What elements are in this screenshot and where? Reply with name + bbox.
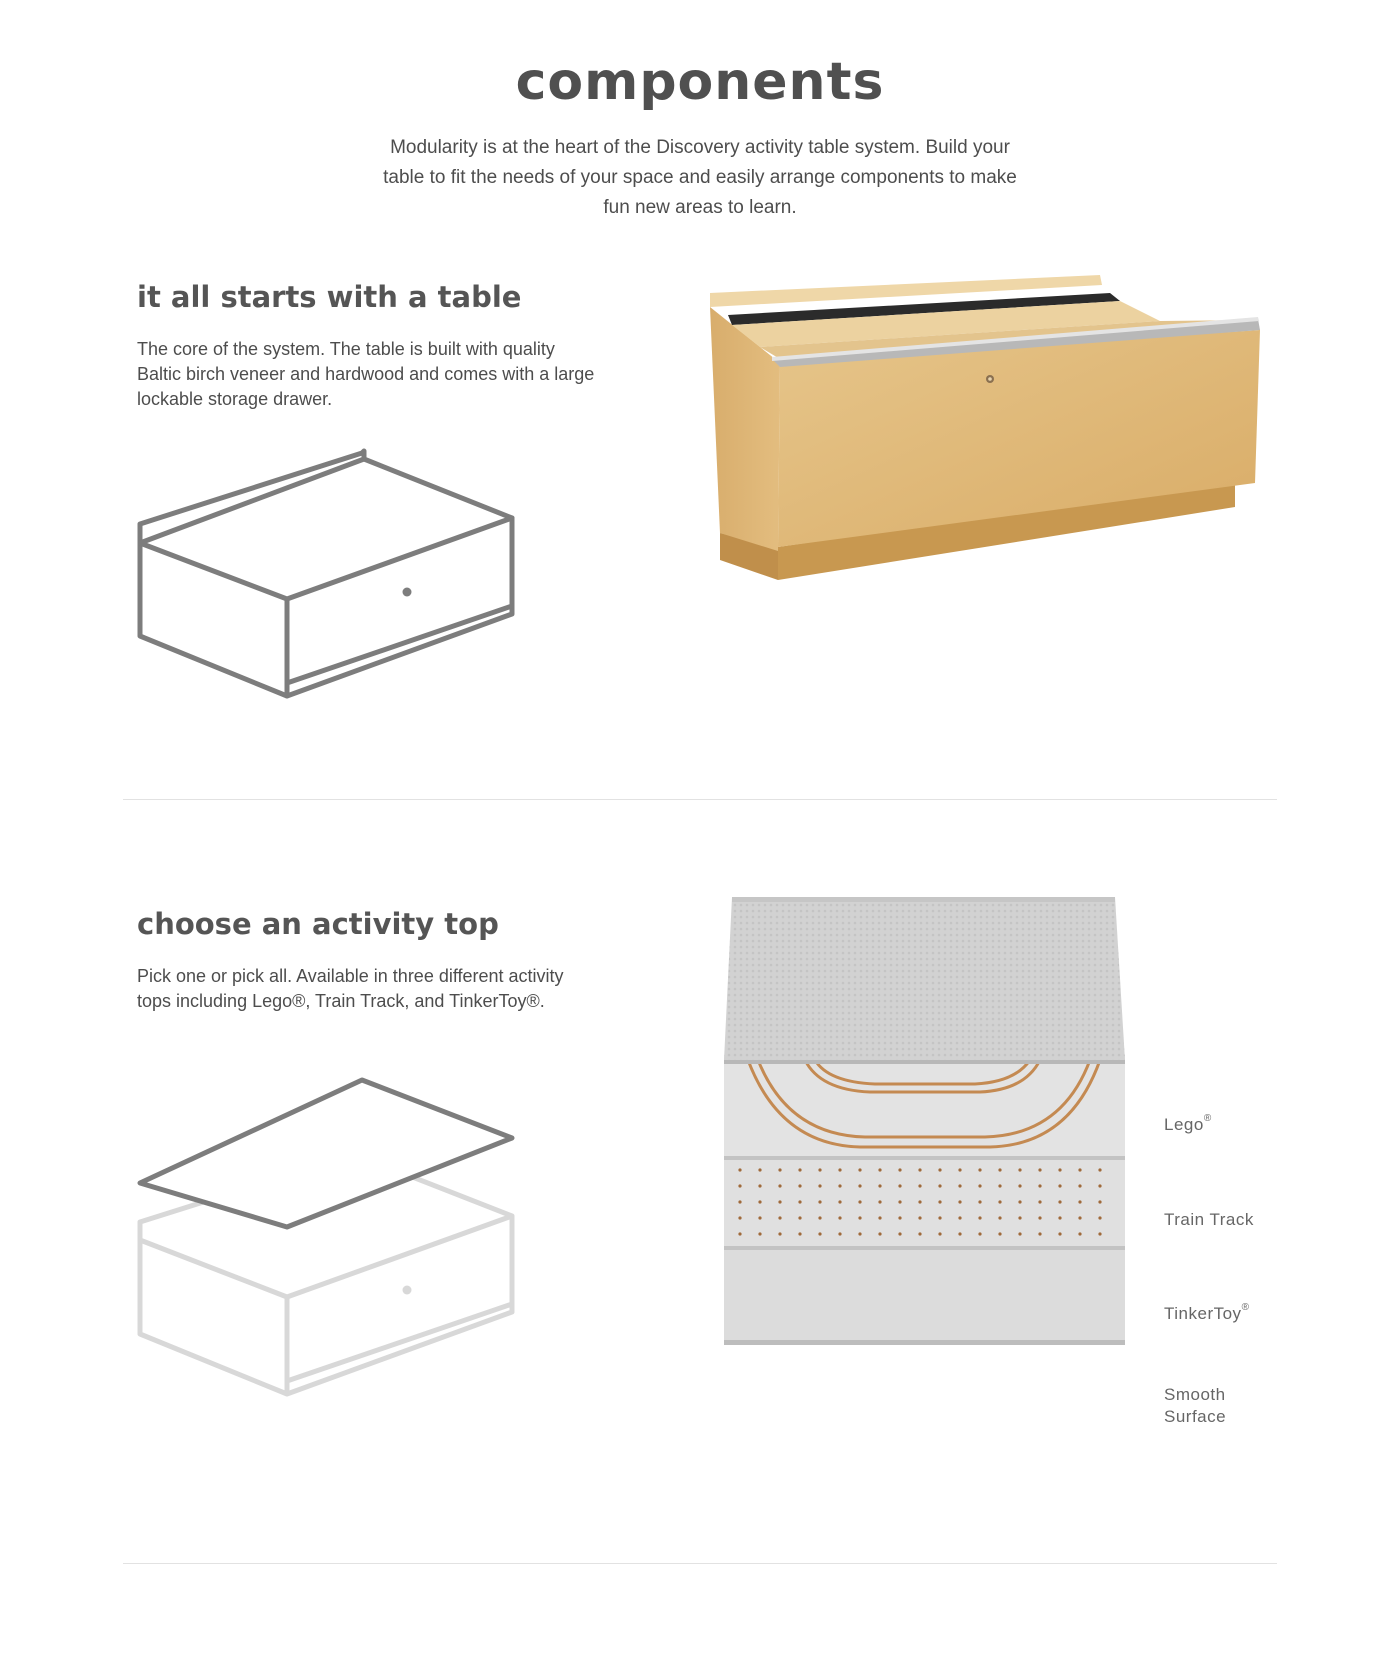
activity-top-line-art-icon	[132, 1072, 524, 1412]
section-divider-bottom	[123, 1563, 1277, 1564]
top-label-lego: Lego®	[1164, 1113, 1212, 1134]
top-label-train-track: Train Track	[1164, 1210, 1254, 1229]
page-title: components	[515, 52, 885, 112]
section-tops-description: Pick one or pick all. Available in three different activity tops including Lego®, Train Track, and TinkerToy®.	[137, 966, 564, 1011]
page-intro: Modularity is at the heart of the Discovery activity table system. Build your table to fit the needs of your space and easily arrange components to make fun new areas to learn.	[383, 137, 1017, 218]
top-label-tinkertoy: TinkerToy®	[1164, 1302, 1250, 1323]
table-line-art-icon	[132, 446, 524, 746]
top-label-smooth-surface: Smooth Surface	[1164, 1385, 1227, 1426]
wood-table-image	[710, 275, 1270, 595]
section-divider	[123, 799, 1277, 800]
activity-tops-stack-image	[720, 890, 1140, 1450]
section-tops-title: choose an activity top	[137, 907, 499, 941]
section-table-description: The core of the system. The table is built with quality Baltic birch veneer and hardwood and comes with a large lockable storage drawer.	[137, 339, 595, 409]
section-table-title: it all starts with a table	[137, 280, 522, 314]
